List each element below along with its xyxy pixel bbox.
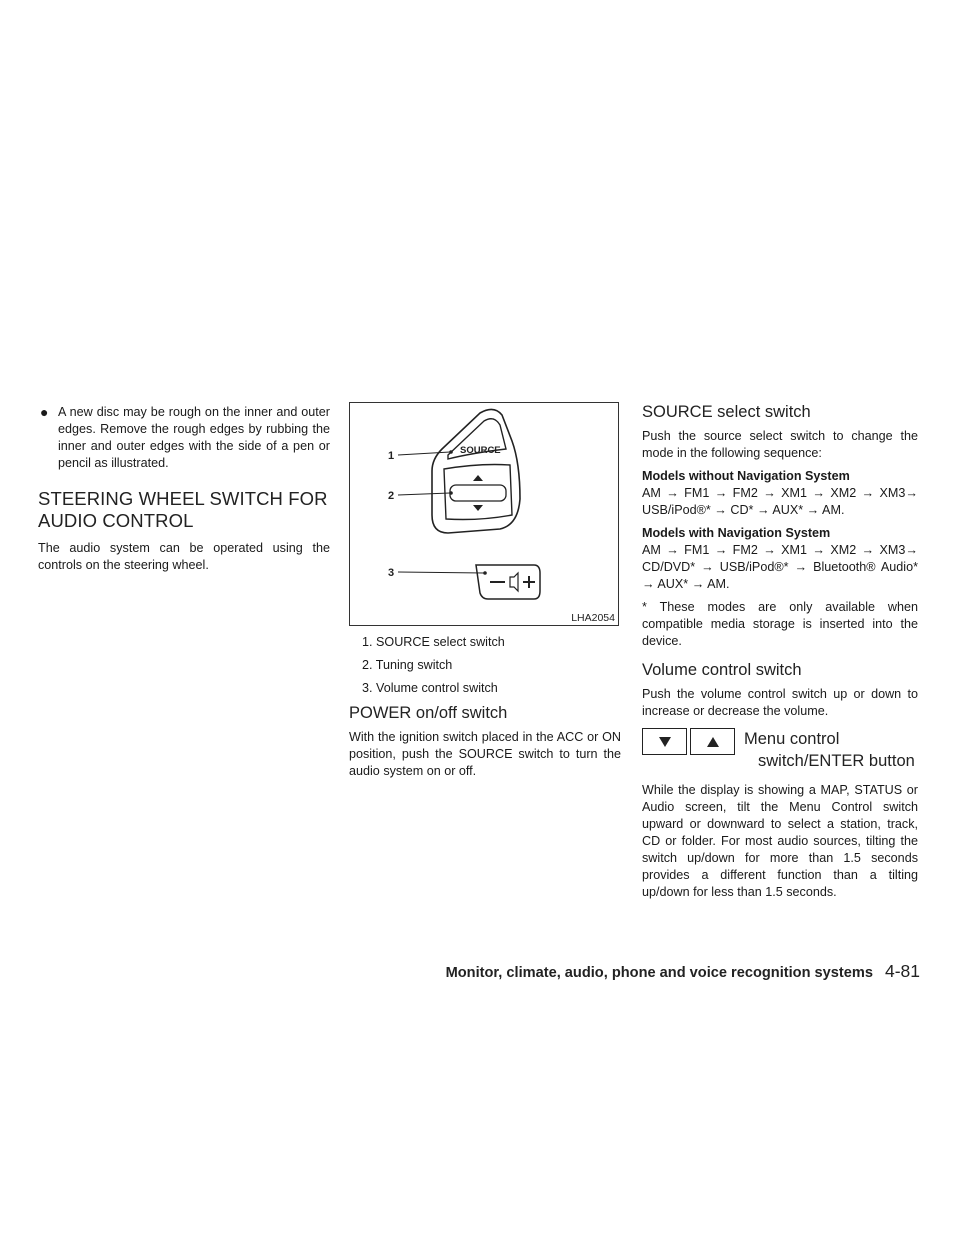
steering-switch-illustration (349, 402, 619, 626)
menu-control-heading-row (642, 728, 918, 772)
leader-dot-2 (449, 491, 453, 495)
source-select-heading: SOURCE select switch (642, 403, 811, 421)
label-1: 1 (388, 450, 395, 462)
volume-text: Push the volume control switch up or down to increase or decrease the volume. (642, 687, 918, 718)
caption-item: 3. Volume control switch (362, 681, 498, 695)
tuning-up-arrow (473, 475, 483, 481)
menu-title-line2: switch/ENTER button (758, 752, 915, 770)
bullet-dot: ● (40, 404, 49, 420)
menu-control-heading (744, 728, 915, 772)
tuning-switch-body (444, 465, 512, 520)
down-triangle-icon (657, 735, 673, 749)
right-column (642, 402, 918, 901)
footer-section-title: Monitor, climate, audio, phone and voice recognition systems (445, 965, 873, 981)
without-nav-title (642, 468, 918, 485)
disc-note-text: A new disc may be rough on the inner and outer edges. Remove the rough edges by rubbing the inner and outer edges with the side of a pen or pencil as illustrated. (58, 405, 330, 470)
tuning-down-arrow (473, 505, 483, 511)
speaker-icon (510, 573, 518, 591)
leader-line-1 (398, 452, 450, 455)
label-2: 2 (388, 490, 395, 502)
menu-title-line1: Menu control (744, 730, 840, 748)
caption-item: 1. SOURCE select switch (362, 635, 505, 649)
leader-line-2 (398, 493, 450, 495)
steering-switch-intro: The audio system can be operated using the controls on the steering wheel. (38, 541, 330, 572)
with-nav-title-text: Models with Navigation System (642, 526, 831, 540)
source-select-intro: Push the source select switch to change the mode in the following sequence: (642, 429, 918, 460)
switch-diagram (350, 403, 618, 625)
figure-captions (349, 634, 621, 697)
down-key-symbol (642, 728, 687, 755)
with-nav-title (642, 525, 918, 542)
power-heading: POWER on/off switch (349, 704, 508, 722)
without-nav-title-text: Models without Navigation System (642, 469, 850, 483)
power-text: With the ignition switch placed in the ACC or ON position, push the SOURCE switch to turn the audio system on or off. (349, 730, 621, 778)
left-column (38, 402, 330, 574)
page-footer (446, 961, 920, 982)
label-3: 3 (388, 567, 395, 579)
caption-item: 2. Tuning switch (362, 658, 453, 672)
menu-control-text: While the display is showing a MAP, STATUS or Audio screen, tilt the Menu Control switch upward or downward to select a station, track, CD or folder. For most audio sources, tilting the switch up/down for more than 1.5 seconds provides a different function than a tilting up/down for less than 1.5 seconds. (642, 783, 918, 899)
leader-dot-3 (483, 571, 487, 575)
modes-note: * These modes are only available when compatible media storage is inserted into the device. (642, 600, 918, 648)
disc-note-bullet (38, 404, 330, 472)
tuning-switch-center (450, 485, 506, 501)
figure-code: LHA2054 (571, 612, 615, 624)
leader-line-3 (398, 572, 484, 573)
up-triangle-icon (705, 735, 721, 749)
with-nav-sequence: AM → FM1 → FM2 → XM1 → XM2 → XM3→ CD/DVD* → USB/iPod®* → Bluetooth® Audio* → AUX* → AM. (642, 543, 918, 591)
volume-heading: Volume control switch (642, 661, 802, 679)
up-key-symbol (690, 728, 735, 755)
middle-column (349, 402, 621, 780)
without-nav-sequence: AM → FM1 → FM2 → XM1 → XM2 → XM3→ USB/iPod®* → CD* → AUX* → AM. (642, 486, 918, 517)
page-number: 4-81 (884, 961, 920, 981)
section-heading-steering-switch: STEERING WHEEL SWITCH FOR AUDIO CONTROL (38, 488, 328, 531)
leader-dot-1 (449, 450, 453, 454)
source-button-text: SOURCE (460, 445, 501, 456)
